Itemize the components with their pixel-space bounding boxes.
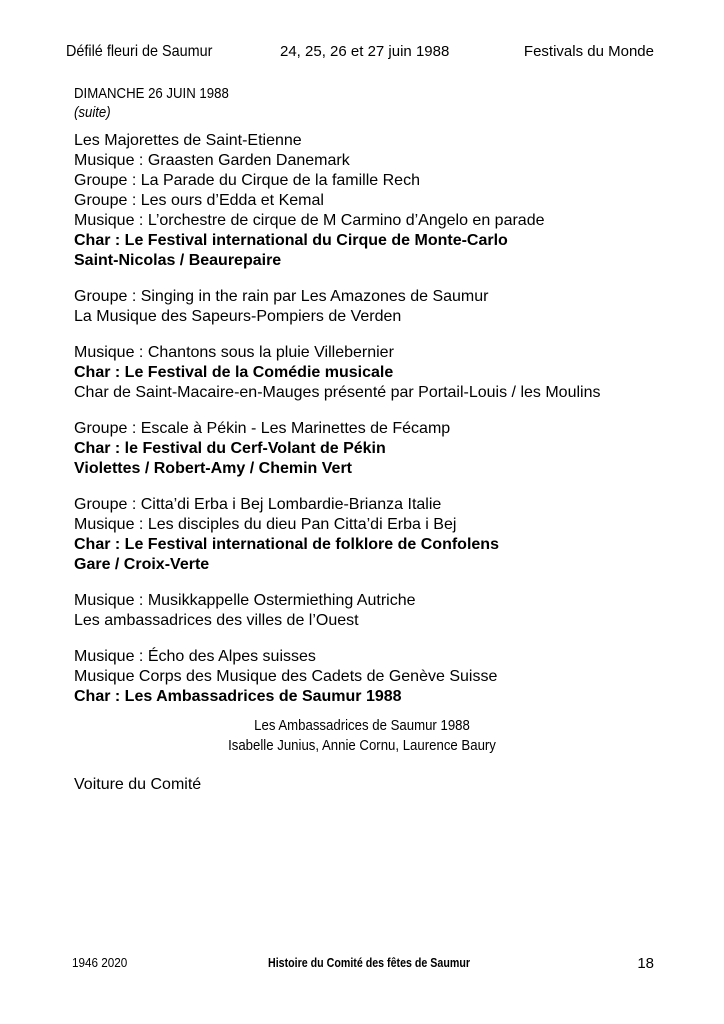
program-line: Groupe : Escale à Pékin - Les Marinettes de Fécamp xyxy=(74,420,451,437)
program-line: La Musique des Sapeurs-Pompiers de Verden xyxy=(74,308,402,325)
program-line: Groupe : Singing in the rain par Les Amazones de Saumur xyxy=(74,288,489,305)
program-group xyxy=(74,647,694,707)
closing-item: Voiture du Comité xyxy=(74,776,202,793)
program-line: Char de Saint-Macaire-en-Mauges présenté par Portail-Louis / les Moulins xyxy=(74,384,601,401)
program-line: Musique : Chantons sous la pluie Villebernier xyxy=(74,344,394,361)
parade-program xyxy=(74,131,694,723)
program-group xyxy=(74,287,694,327)
program-float-line: Saint-Nicolas / Beaurepaire xyxy=(74,252,282,269)
header-section: Festivals du Monde xyxy=(523,43,654,60)
credits-names: Isabelle Junius, Annie Cornu, Laurence Baury xyxy=(228,737,496,754)
program-group xyxy=(74,495,694,575)
program-line: Musique Corps des Musique des Cadets de Genève Suisse xyxy=(74,668,498,685)
header-dates: 24, 25, 26 et 27 juin 1988 xyxy=(280,43,450,60)
program-group xyxy=(74,419,694,479)
program-line: Musique : L’orchestre de cirque de M Carmino d’Angelo en parade xyxy=(74,212,545,229)
day-title: DIMANCHE 26 JUIN 1988 xyxy=(74,85,229,102)
program-line: Musique : Musikkappelle Ostermiething Autriche xyxy=(74,592,416,609)
program-line: Groupe : La Parade du Cirque de la famille Rech xyxy=(74,172,420,189)
program-float-line: Gare / Croix-Verte xyxy=(74,556,210,573)
program-line: Les ambassadrices des villes de l’Ouest xyxy=(74,612,359,629)
program-float-line: Char : Le Festival international du Cirque de Monte-Carlo xyxy=(74,232,508,249)
program-line: Groupe : Citta’di Erba i Bej Lombardie-Brianza Italie xyxy=(74,496,442,513)
program-float-line: Char : Les Ambassadrices de Saumur 1988 xyxy=(74,688,402,705)
footer-book-title: Histoire du Comité des fêtes de Saumur xyxy=(268,955,471,970)
program-float-line: Violettes / Robert-Amy / Chemin Vert xyxy=(74,460,352,477)
ambassadrices-credits xyxy=(0,716,724,756)
credits-title: Les Ambassadrices de Saumur 1988 xyxy=(254,717,470,734)
program-line: Groupe : Les ours d’Edda et Kemal xyxy=(74,192,324,209)
program-float-line: Char : Le Festival international de folklore de Confolens xyxy=(74,536,499,553)
program-group xyxy=(74,343,694,403)
program-group xyxy=(74,131,694,271)
program-float-line: Char : Le Festival de la Comédie musicale xyxy=(74,364,394,381)
footer-years: 1946 2020 xyxy=(72,955,128,970)
header-document-title: Défilé fleuri de Saumur xyxy=(66,43,213,60)
program-line: Musique : Les disciples du dieu Pan Citta’di Erba i Bej xyxy=(74,516,457,533)
program-line: Musique : Graasten Garden Danemark xyxy=(74,152,350,169)
program-float-line: Char : le Festival du Cerf-Volant de Pékin xyxy=(74,440,386,457)
page-number: 18 xyxy=(637,955,654,972)
program-line: Les Majorettes de Saint-Etienne xyxy=(74,132,302,149)
program-line: Musique : Écho des Alpes suisses xyxy=(74,648,316,665)
program-group xyxy=(74,591,694,631)
day-subtitle: (suite) xyxy=(74,104,111,121)
